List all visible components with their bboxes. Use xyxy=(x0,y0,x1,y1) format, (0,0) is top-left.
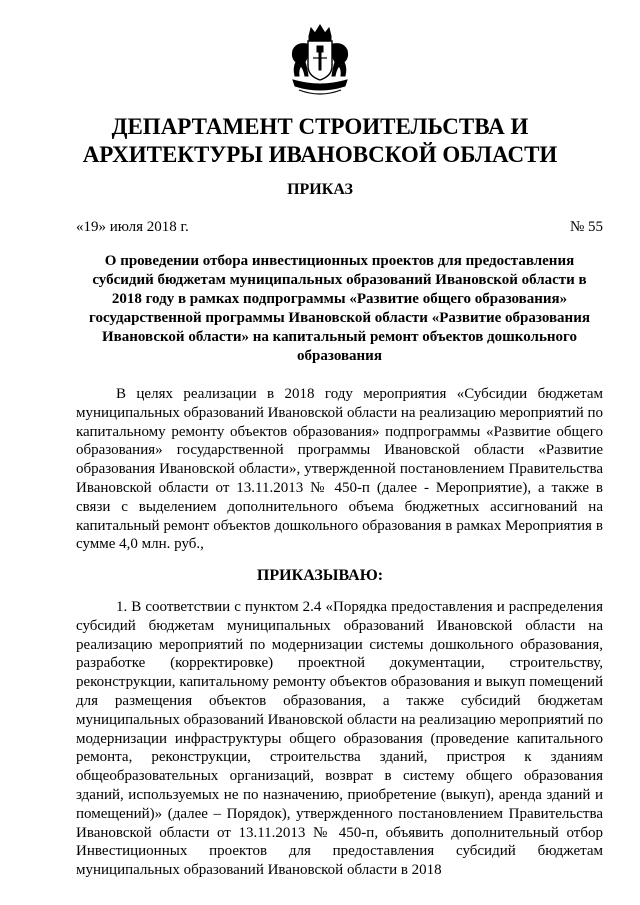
preamble-paragraph: В целях реализации в 2018 году мероприятия «Субсидии бюджетам муниципальных образований Ивановской области на реализацию мероприятий по капитальному ремонту объектов образования» подпрограммы «Развитие общего образования» государственной программы Ивановской области «Развитие образования Ивановской области», утвержденной постановлением Правительства Ивановской области от 13.11.2013 № 450-п (далее - Мероприятие), а также в связи с выделением дополнительного объема бюджетных ассигнований на капитальный ремонт объектов дошкольного образования в рамках Мероприятия в сумме 4,0 млн. руб., xyxy=(76,386,604,553)
document-type: ПРИКАЗ xyxy=(287,181,353,198)
date-number-line xyxy=(76,218,603,236)
department-title: ДЕПАРТАМЕНТ СТРОИТЕЛЬСТВА И АРХИТЕКТУРЫ ИВАНОВСКОЙ ОБЛАСТИ xyxy=(82,114,558,167)
document-number: № 55 xyxy=(569,219,603,235)
document-subject: О проведении отбора инвестиционных проектов для предоставления субсидий бюджетам муниципальных образований Ивановской области в 2018 году в рамках подпрограммы «Развитие общего образования» государственной программы Ивановской области «Развитие образования Ивановской области» на капитальный ремонт объектов дошкольного образования xyxy=(89,253,590,364)
order-heading: ПРИКАЗЫВАЮ: xyxy=(256,567,384,584)
ivanovo-coat-of-arms-icon xyxy=(287,22,353,100)
order-item-1: 1. В соответствии с пунктом 2.4 «Порядка предоставления и распределения субсидий бюджетам муниципальных образований Ивановской области на реализацию мероприятий по модернизации системы дошкольного образования, разработке (корректировке) проектной документации, строительству, реконструкции, капитальному ремонту объектов образования и выкуп помещений для размещения объектов образования, а также субсидий бюджетам муниципальных образований Ивановской области на реализацию мероприятий по модернизации инфраструктуры общего образования (проведение капитального ремонта, реконструкции, строительства зданий, пристроя к зданиям общеобразовательных организаций, возврат в систему общего образования зданий, используемых не по назначению, приобретение (выкуп), аренда зданий и помещений)» (далее – Порядок), утвержденного постановлением Правительства Ивановской области от 13.11.2013 № 450-п, объявить дополнительный отбор Инвестиционных проектов для предоставления субсидий бюджетам муниципальных образований Ивановской области в 2018 xyxy=(76,599,604,879)
document-date: «19» июля 2018 г. xyxy=(76,219,189,235)
